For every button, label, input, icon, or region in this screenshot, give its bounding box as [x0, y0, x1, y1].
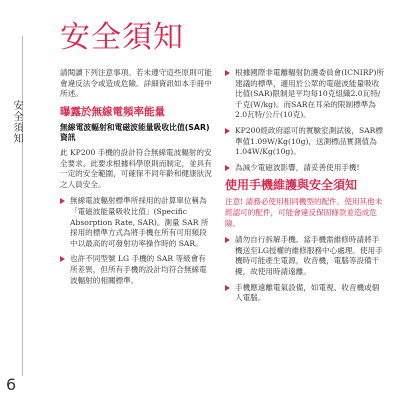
list-item — [225, 235, 385, 277]
sar-paragraph: 此 KP200 手機的設計符合無線電波輻射的安全要求。此要求根據科學原則而制定，並具有一定的安全範圍，可確保不同年齡和健康狀況之人員安全。 — [60, 147, 212, 189]
sar-subheading: 無線電波輻射和電磁波能量吸收比值(SAR) 資訊 — [60, 122, 210, 143]
list-item-text: 也許不同型號 LG 手機的 SAR 等級會有所差異，但所有手機的設計均符合無線電波輻射的相關標準。 — [70, 254, 207, 285]
bullet-triangle-icon — [225, 70, 230, 76]
sar-limits-list — [225, 68, 385, 173]
rf-exposure-heading: 曝露於無線電頻率能量 — [60, 105, 165, 118]
list-item — [60, 196, 213, 249]
care-bullet-list — [225, 235, 385, 304]
list-item — [225, 283, 385, 304]
left-column — [60, 68, 213, 291]
right-column — [225, 68, 385, 309]
intro-paragraph: 請閱讀下列注意事項。若未遵守這些原則可能會違反法令或造成危險。詳細資訊如本手冊中所述。 — [60, 68, 212, 99]
bullet-triangle-icon — [225, 128, 230, 134]
list-item — [225, 163, 385, 174]
bullet-triangle-icon — [60, 198, 65, 204]
list-item-text: 為減少電磁波影響，請妥善使用手機! — [235, 162, 360, 172]
page-number: 6 — [6, 375, 17, 394]
bullet-triangle-icon — [225, 237, 230, 243]
list-item-text: 根據國際非電離輻射防護委員會(ICNIRP)所建議的標準，適用於公眾的電磁波能量吸收比值(SAR)限制是平均每10克組織2.0瓦特/千克(W/kg)。而SAR在耳朵的限制標準為2.0瓦特/公斤(10克)。 — [235, 68, 385, 120]
list-item-text: 請勿自行拆解手機。當手機需維修時請將手機送至LG授權的維修服務中心處理。使用手機時可能產生電源，收音機，電腦等設備干擾，故使用時請遠離。 — [235, 235, 383, 276]
list-item-text: KP200經政府認可的實驗室測試後，SAR標準值1.09W/Kg(10g)，送測標品實測值為1.04W/Kg(10g)。 — [235, 125, 383, 157]
list-item — [60, 254, 213, 286]
sar-bullet-list — [60, 196, 213, 286]
warning-paragraph: 注意! 請務必使用相同機型的配件。使用其他未經認可的配件，可能會違反保固條款並造成危險。 — [225, 197, 383, 228]
list-item-text: 無線電波輻射標準所採用的計算單位稱為「電磁波能量吸收比值」(Specific Absorption Rate, SAR)。測量 SAR 所採用的標準方式為將手機在所有可用頻段中以最高的可發射功率操作時的 SAR。 — [70, 196, 209, 248]
bullet-triangle-icon — [225, 165, 230, 171]
list-item — [225, 126, 385, 158]
bullet-triangle-icon — [60, 256, 65, 262]
page-title: 安全須知 — [60, 20, 184, 55]
list-item-text: 手機應遠離電氣設備，如電視、收音機或個人電腦。 — [235, 282, 380, 303]
margin-rule — [22, 36, 23, 376]
section-side-label: 安全須知 — [11, 100, 22, 144]
list-item — [225, 68, 385, 121]
bullet-triangle-icon — [225, 285, 230, 291]
care-safety-heading: 使用手機維護與安全須知 — [225, 178, 358, 193]
